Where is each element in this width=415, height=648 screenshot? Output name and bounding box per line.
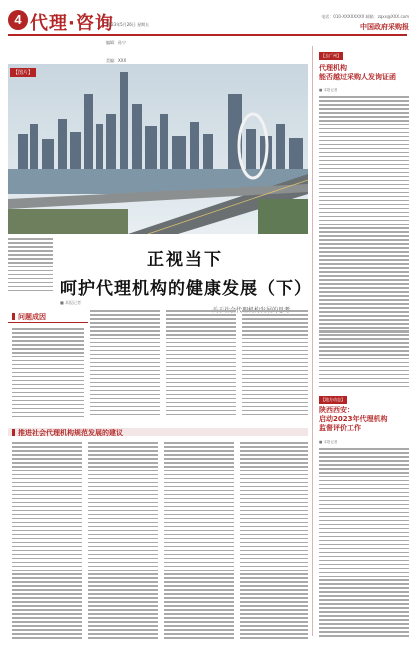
sidebar-title-1-line-1: 代理机构 [319,64,347,72]
sidebar-byline-2: ■ 本报记者 [319,440,338,444]
lead-text-left [8,238,53,296]
photo-tag: 【图片】 [10,68,36,77]
cityscape-photo [8,64,308,234]
section-heading-suggestions: 推进社会代理机构规范发展的建议 [12,428,123,438]
header-rule [8,34,407,36]
section-title: 代理·咨询 [30,13,114,34]
sidebar-text-2 [319,448,409,642]
header-meta-date: 2023年5月26日 星期五 [106,22,150,27]
header-contact: 电话：010-XXXXXXXX 邮箱：zqxx@XXX.com [321,14,409,19]
body-text-col-6 [88,442,158,642]
article-byline: ■ 本报记者 [60,300,82,305]
article-headline [60,245,310,314]
body-text-col-8 [240,442,308,642]
headline-line-2: 呵护代理机构的健康发展（下） [60,279,312,299]
body-text-col-1 [12,328,84,420]
sidebar-title-2-line-1: 陕西西安： [319,406,354,414]
sidebar-title-1 [319,64,396,82]
sidebar-title-2-line-2: 启动2023年代理机构 [319,415,388,423]
column-divider [312,46,313,636]
sidebar-text-1 [319,96,409,336]
body-text-col-7 [164,442,234,642]
body-text-col-3 [166,310,236,420]
sidebar-text-1b [319,330,409,390]
sidebar-tag-1: 【去广州】 [321,53,341,58]
section-heading-causes: 问题成因 [12,312,46,322]
sidebar-byline-1: ■ 本报记者 [319,88,338,92]
body-text-col-5 [12,442,82,642]
body-text-col-4 [242,310,308,420]
sidebar-tag-2: 【地方动态】 [321,397,345,402]
sidebar-title-2 [319,406,387,433]
body-text-col-2 [90,310,160,420]
header-meta-designer: 美编：XXX [106,58,127,63]
cityscape-illustration [8,64,308,234]
sidebar-title-2-line-3: 监督评价工作 [319,424,361,432]
page-number: 4 [8,10,28,30]
masthead-logo: 中国政府采购报 [360,22,409,31]
section-rule [8,322,88,323]
sidebar-title-1-line-2: 能否越过采购人发询证函 [319,73,396,81]
headline-line-1: 正视当下 [147,250,223,270]
header-meta-editor: 编辑：孙宁 [106,40,126,45]
